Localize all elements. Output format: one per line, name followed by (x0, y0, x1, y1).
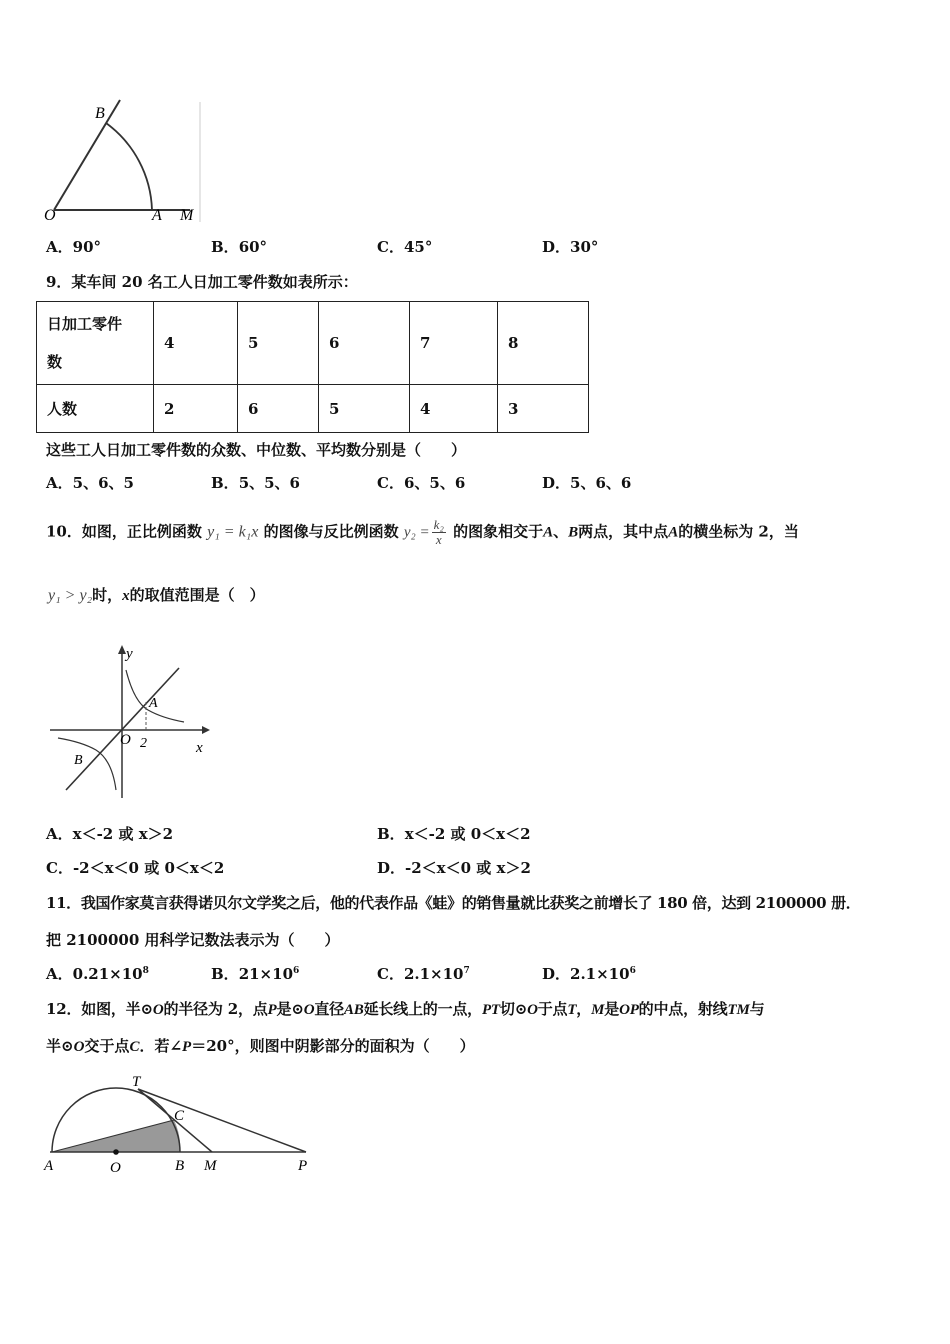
label-M: M (180, 207, 194, 224)
q9-option-d[interactable]: D．5、6、6 (542, 474, 632, 492)
q11-line-1: 11．我国作家莫言获得诺贝尔文学奖之后，他的代表作品《蛙》的销售量就比获奖之前增长了 180 倍，达到 2100000 册． (46, 894, 861, 912)
table-cell: 4 (154, 302, 238, 385)
angle-figure (40, 96, 210, 226)
q9-stem: 9．某车间 20 名工人日加工零件数如表所示： (46, 273, 358, 291)
table-cell: 5 (319, 385, 410, 433)
q9-table-header-2: 人数 (37, 385, 154, 433)
point-label-m: M (204, 1158, 217, 1174)
point-label-b: B (74, 753, 83, 768)
origin-label: O (120, 732, 131, 748)
point-label-a: A (44, 1158, 54, 1174)
q9-table (36, 301, 589, 433)
label-O: O (44, 207, 56, 224)
formula-y1: y₁ = k₁x (207, 523, 259, 541)
q11-option-c[interactable]: C．$2.1\times 10^7$ (377, 965, 470, 983)
axis-label-x: x (196, 740, 203, 756)
table-cell: 6 (319, 302, 410, 385)
semicircle-figure (42, 1070, 327, 1182)
q10-stem: 10．如图，正比例函数 y₁ = k₁x 的图像与反比例函数 y₂ = $\frac{\text{k₂}}{x}$ 的图象相交于A、B两点，其中点A的横坐标为 2，当 (46, 517, 799, 547)
q12-line-2: 半⊙O交于点C．若∠P＝20°，则图中阴影部分的面积为（ ） (46, 1037, 475, 1055)
point-label-p: P (298, 1158, 308, 1174)
q9-option-b[interactable]: B．5、5、6 (211, 474, 300, 492)
table-cell: 8 (498, 302, 589, 385)
point-label-b: B (175, 1158, 185, 1174)
point-label-c: C (174, 1108, 185, 1124)
table-cell: 5 (238, 302, 319, 385)
q8-option-a[interactable]: A．90° (46, 238, 102, 256)
table-cell: 2 (154, 385, 238, 433)
q11-option-b[interactable]: B．$21\times 10^6$ (211, 965, 300, 983)
q9-option-a[interactable]: A．5、6、5 (46, 474, 134, 492)
table-cell: 7 (410, 302, 498, 385)
q9-question: 这些工人日加工零件数的众数、中位数、平均数分别是（ ） (46, 441, 467, 459)
label-B: B (95, 105, 105, 122)
q11-option-d[interactable]: D．$2.1\times 10^6$ (542, 965, 636, 983)
function-graph-figure (44, 640, 219, 805)
q8-option-d[interactable]: D．30° (542, 238, 599, 256)
q9-table-header-1: 日加工零件 数 (37, 302, 154, 385)
table-cell: 4 (410, 385, 498, 433)
q8-option-b[interactable]: B．60° (211, 238, 268, 256)
q8-option-c[interactable]: C．45° (377, 238, 433, 256)
q10-option-b[interactable]: B．x＜-2 或 0＜x＜2 (377, 825, 531, 843)
axis-label-y: y (126, 646, 133, 662)
point-label-a: A (149, 696, 158, 711)
q10-option-a[interactable]: A．x＜-2 或 x＞2 (46, 825, 174, 843)
q11-line-2: 把 2100000 用科学记数法表示为（ ） (46, 931, 340, 949)
formula-y1-gt-y2: y₁ > y₂ (48, 587, 93, 604)
q11-option-a[interactable]: A．$0.21\times 10^8$ (46, 965, 149, 983)
label-A: A (152, 207, 162, 224)
q12-line-1: 12．如图，半⊙O的半径为 2，点P是⊙O直径AB延长线上的一点，PT切⊙O于点T，M是OP的中点，射线TM与 (46, 1000, 765, 1018)
point-label-t: T (132, 1074, 141, 1090)
point-label-o: O (110, 1160, 121, 1176)
table-cell: 3 (498, 385, 589, 433)
formula-y2-fraction: $\frac{\text{k₂}}{x}$ (433, 517, 444, 547)
q10-option-c[interactable]: C．-2＜x＜0 或 0＜x＜2 (46, 859, 225, 877)
q10-option-d[interactable]: D．-2＜x＜0 或 x＞2 (377, 859, 531, 877)
q10-condition: y₁ > y₂时，x的取值范围是（ ） (48, 586, 265, 604)
table-cell: 6 (238, 385, 319, 433)
q9-option-c[interactable]: C．6、5、6 (377, 474, 466, 492)
tick-label-2: 2 (140, 736, 147, 751)
